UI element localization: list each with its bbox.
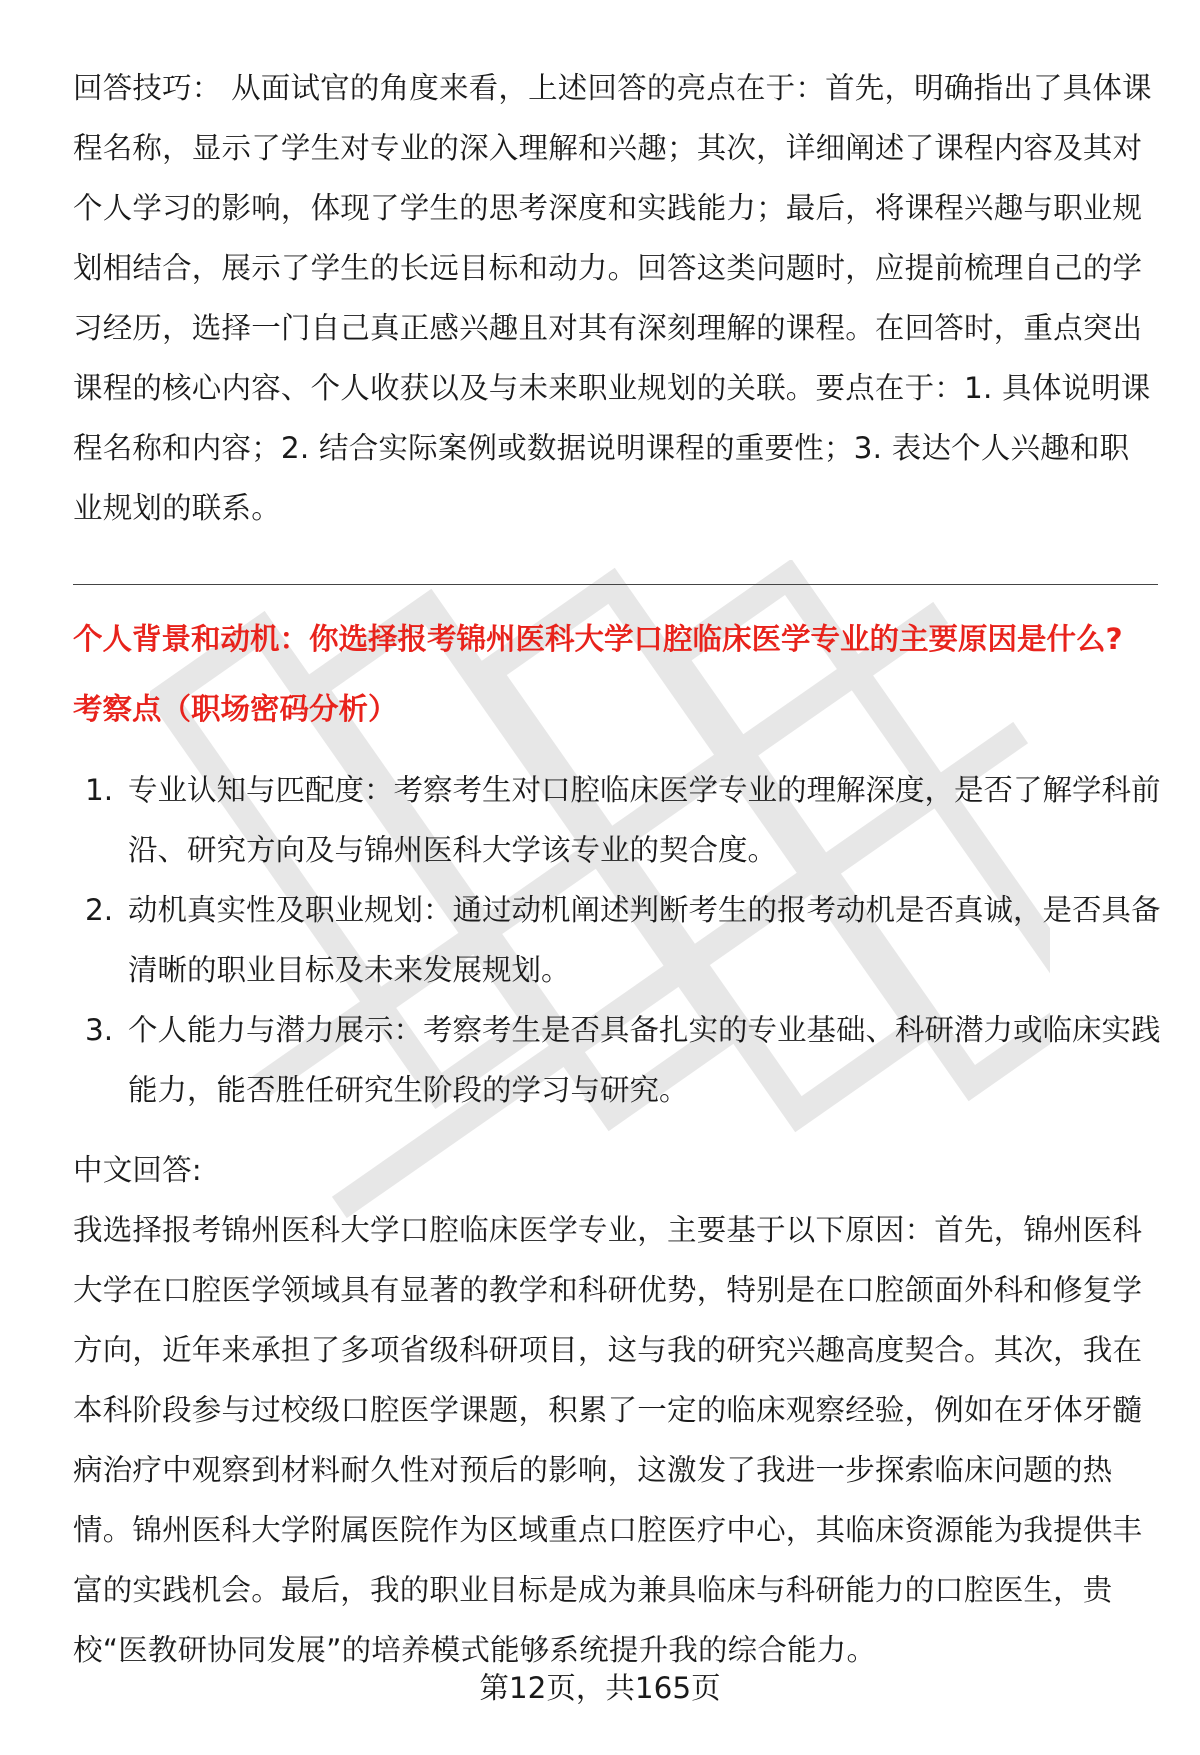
list-item-number: 3.	[85, 1013, 114, 1047]
list-item-text: 动机真实性及职业规划：通过动机阐述判断考生的报考动机是否真诚，是否具备清晰的职业目标及未来发展规划。	[128, 893, 1161, 987]
list-item-text: 专业认知与匹配度：考察考生对口腔临床医学专业的理解深度，是否了解学科前沿、研究方向及与锦州医科大学该专业的契合度。	[128, 773, 1161, 867]
list-item	[73, 880, 1163, 1000]
assessment-points-heading: 考察点（职场密码分析）	[73, 692, 398, 726]
page-number-footer: 第12页，共165页	[479, 1671, 721, 1705]
chinese-answer-paragraph: 我选择报考锦州医科大学口腔临床医学专业，主要基于以下原因：首先，锦州医科大学在口腔医学领域具有显著的教学和科研优势，特别是在口腔颌面外科和修复学方向，近年来承担了多项省级科研项目，这与我的研究兴趣高度契合。其次，我在本科阶段参与过校级口腔医学课题，积累了一定的临床观察经验，例如在牙体牙髓病治疗中观察到材料耐久性对预后的影响，这激发了我进一步探索临床问题的热情。锦州医科大学附属医院作为区域重点口腔医疗中心，其临床资源能为我提供丰富的实践机会。最后，我的职业目标是成为兼具临床与科研能力的口腔医生，贵校“医教研协同发展”的培养模式能够系统提升我的综合能力。	[73, 1213, 1143, 1667]
assessment-points-list	[73, 760, 1163, 1120]
answer-tips-paragraph: 回答技巧： 从面试官的角度来看，上述回答的亮点在于：首先，明确指出了具体课程名称，显示了学生对专业的深入理解和兴趣；其次，详细阐述了课程内容及其对个人学习的影响，体现了学生的思考深度和实践能力；最后，将课程兴趣与职业规划相结合，展示了学生的长远目标和动力。回答这类问题时，应提前梳理自己的学习经历，选择一门自己真正感兴趣且对其有深刻理解的课程。在回答时，重点突出课程的核心内容、个人收获以及与未来职业规划的关联。要点在于：1. 具体说明课程名称和内容；2. 结合实际案例或数据说明课程的重要性；3. 表达个人兴趣和职业规划的联系。	[73, 71, 1152, 525]
list-item	[73, 1000, 1163, 1120]
chinese-answer-label: 中文回答:	[73, 1153, 202, 1187]
question-heading: 个人背景和动机：你选择报考锦州医科大学口腔临床医学专业的主要原因是什么?	[73, 622, 1123, 656]
section-divider	[73, 584, 1158, 585]
list-item-number: 1.	[85, 773, 114, 807]
list-item	[73, 760, 1163, 880]
list-item-text: 个人能力与潜力展示：考察考生是否具备扎实的专业基础、科研潜力或临床实践能力，能否胜任研究生阶段的学习与研究。	[128, 1013, 1161, 1107]
list-item-number: 2.	[85, 893, 114, 927]
